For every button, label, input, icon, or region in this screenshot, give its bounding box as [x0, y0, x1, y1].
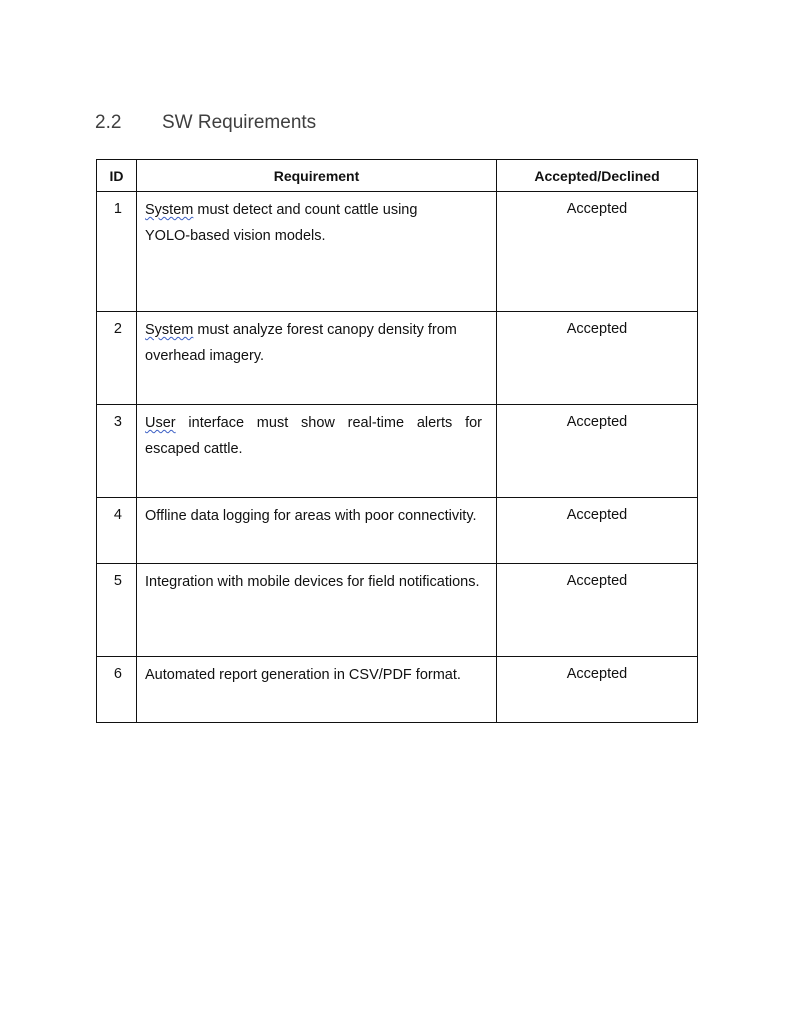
row-requirement	[137, 312, 497, 405]
table-row	[97, 192, 698, 312]
requirements-table	[96, 159, 698, 723]
section-number: 2.2	[95, 112, 122, 133]
row-requirement	[137, 657, 497, 723]
table-row	[97, 312, 698, 405]
table-row	[97, 405, 698, 498]
requirement-text: Automated report generation in CSV/PDF format.	[145, 667, 461, 683]
header-id: ID	[97, 160, 137, 192]
table-row	[97, 498, 698, 564]
row-status: Accepted	[497, 405, 698, 498]
requirement-text: Integration with mobile devices for field notifications.	[145, 574, 480, 590]
row-status: Accepted	[497, 312, 698, 405]
requirement-text: Offline data logging for areas with poor connectivity.	[145, 508, 477, 524]
requirement-text: must analyze forest canopy density from overhead imagery.	[145, 322, 457, 364]
requirement-text: interface must show real-time alerts for escaped cattle.	[145, 415, 482, 457]
row-requirement	[137, 192, 497, 312]
row-status: Accepted	[497, 564, 698, 657]
spellcheck-word: System	[145, 202, 194, 218]
table-row	[97, 564, 698, 657]
row-requirement	[137, 564, 497, 657]
row-status: Accepted	[497, 192, 698, 312]
spellcheck-word: System	[145, 322, 194, 338]
header-status: Accepted/Declined	[497, 160, 698, 192]
row-id: 3	[97, 405, 137, 498]
row-id: 5	[97, 564, 137, 657]
header-requirement: Requirement	[137, 160, 497, 192]
row-id: 2	[97, 312, 137, 405]
row-status: Accepted	[497, 498, 698, 564]
section-heading	[95, 112, 316, 134]
table-header-row	[97, 160, 698, 192]
row-requirement	[137, 405, 497, 498]
requirement-text: must detect and count cattle using YOLO-based vision models.	[145, 202, 418, 244]
row-id: 4	[97, 498, 137, 564]
row-requirement	[137, 498, 497, 564]
section-title: SW Requirements	[162, 112, 317, 133]
spellcheck-word: User	[145, 415, 176, 431]
table-row	[97, 657, 698, 723]
row-id: 1	[97, 192, 137, 312]
row-id: 6	[97, 657, 137, 723]
row-status: Accepted	[497, 657, 698, 723]
